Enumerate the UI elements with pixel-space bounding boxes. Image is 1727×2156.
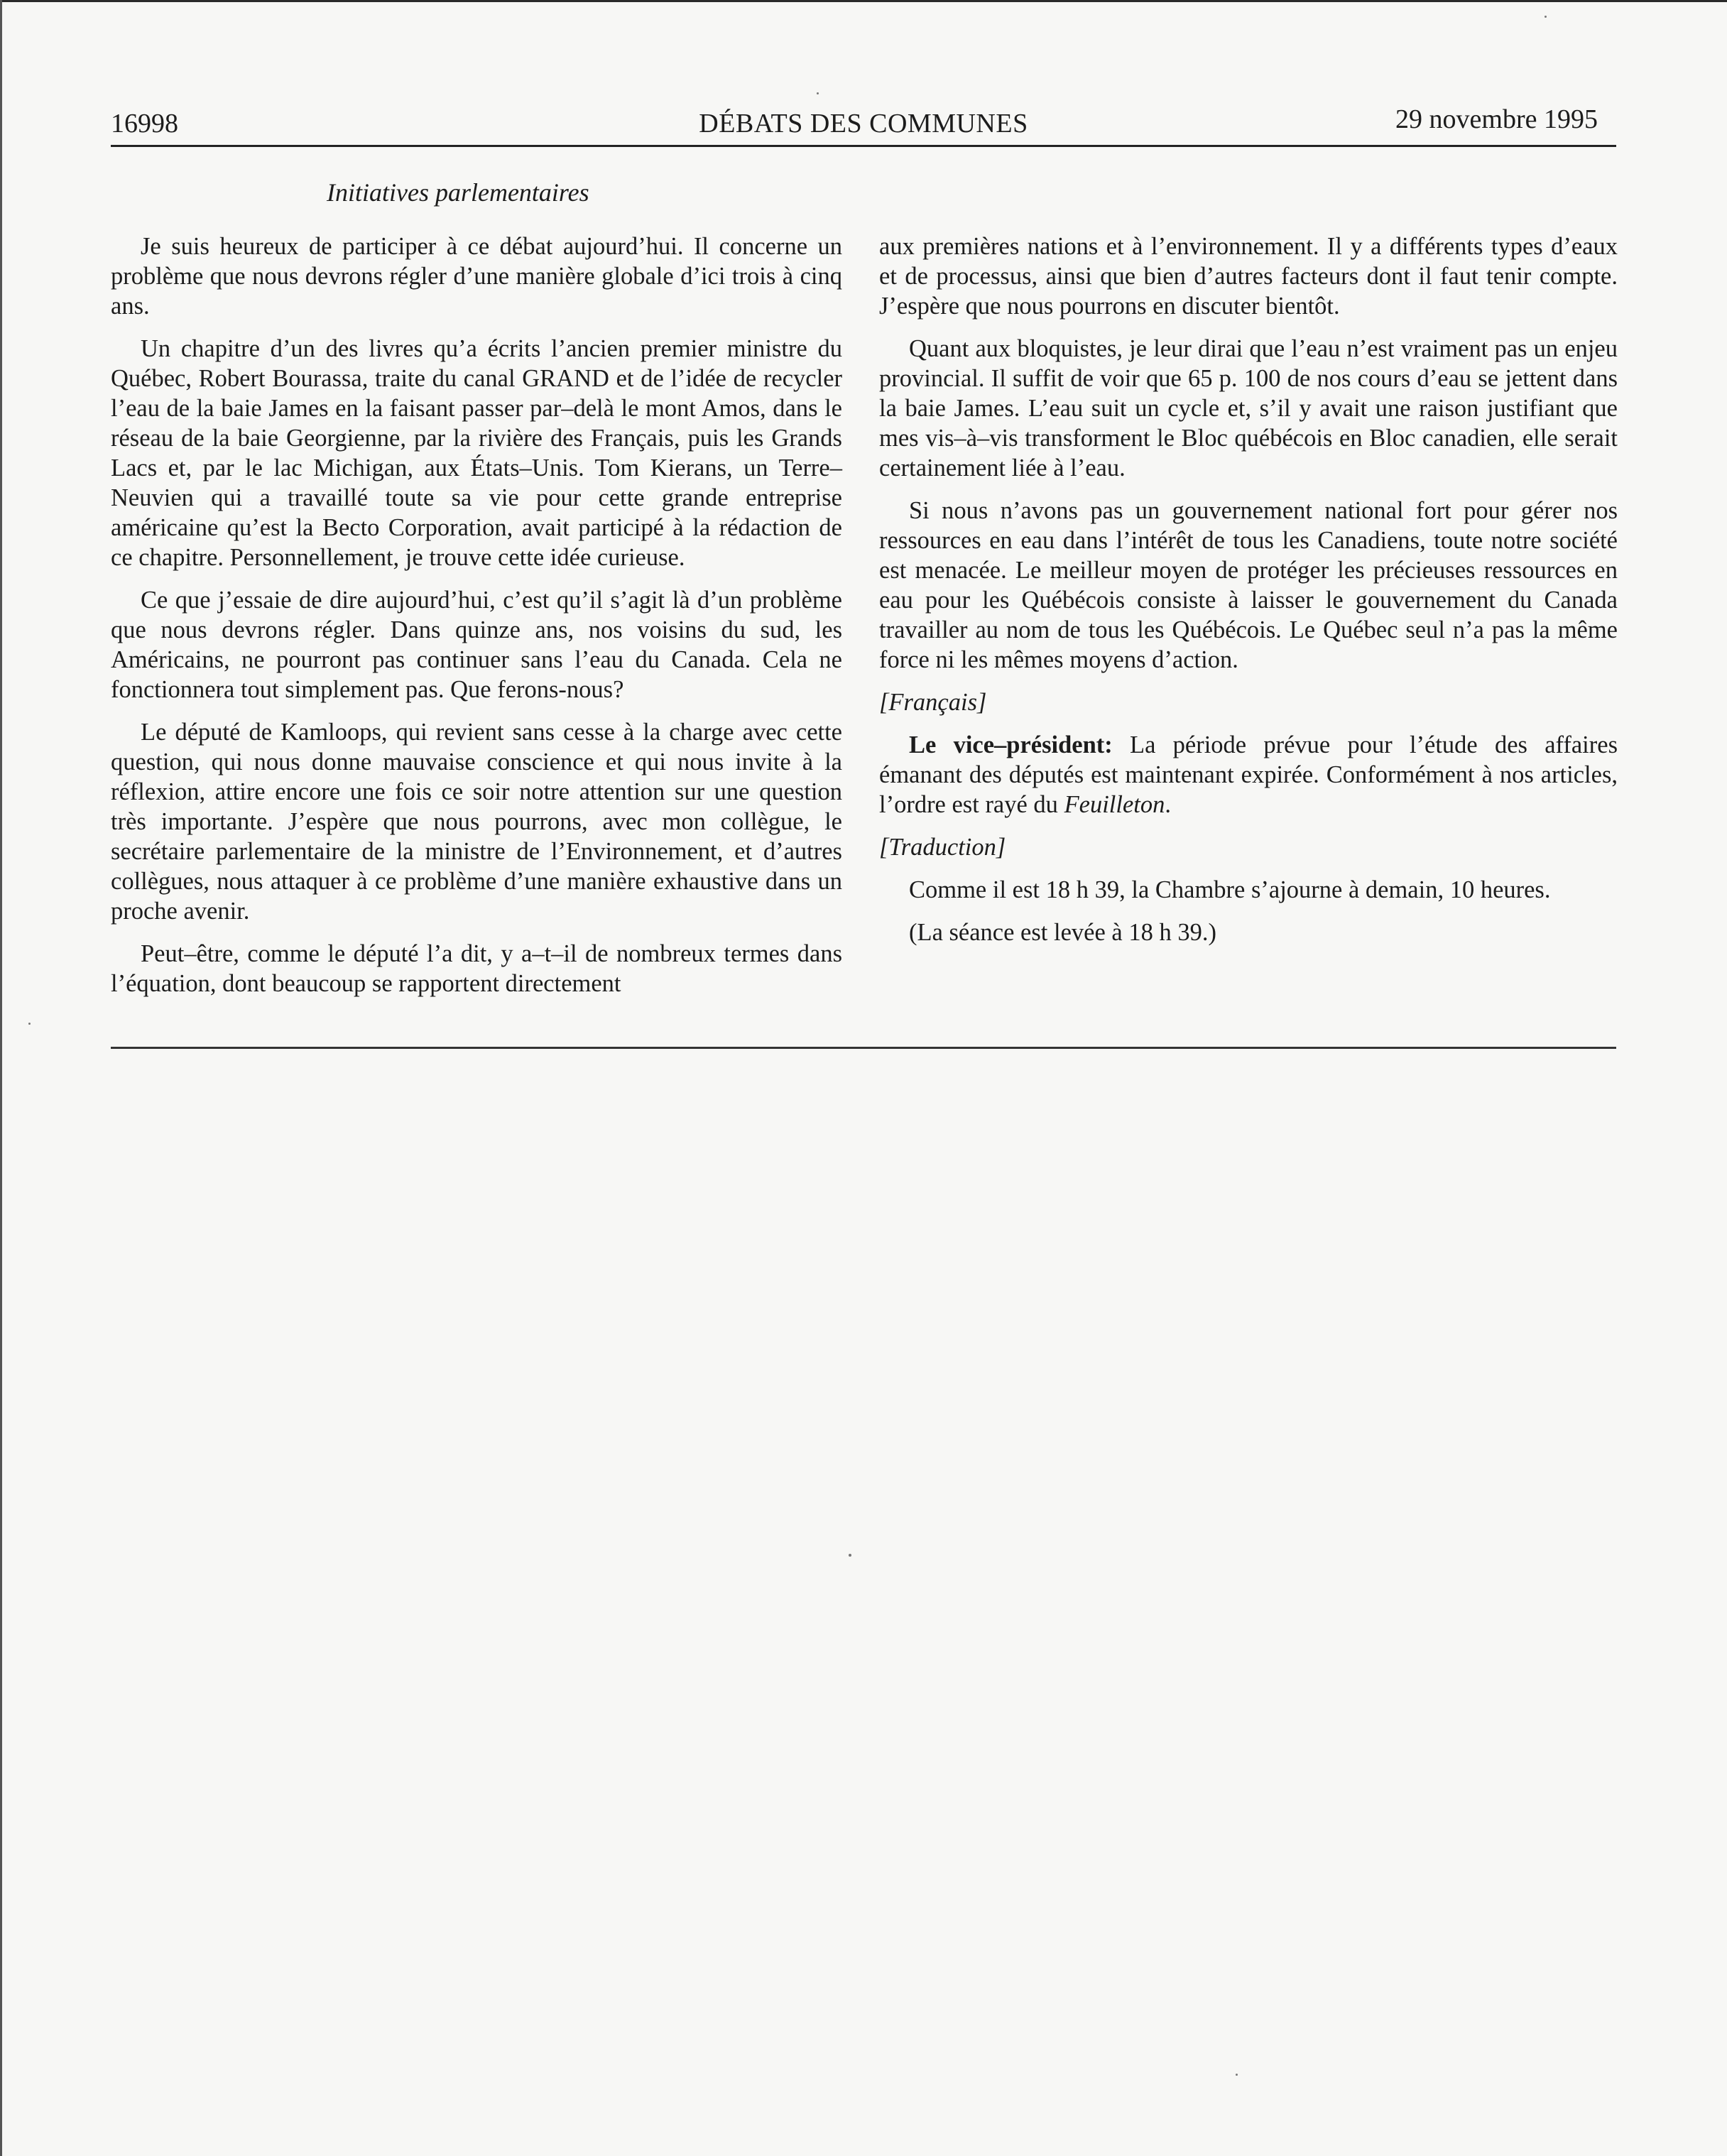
closing-paragraph: (La séance est levée à 18 h 39.) — [909, 919, 1216, 946]
scan-speck — [849, 1554, 851, 1557]
speaker-text-end: . — [1165, 791, 1171, 818]
feuilleton-term: Feuilleton — [1064, 791, 1165, 818]
header-rule — [111, 145, 1616, 147]
scan-speck — [1545, 16, 1547, 18]
scan-speck — [28, 1023, 31, 1025]
paragraph: Si nous n’avons pas un gouvernement national fort pour gérer nos ressources en eau dans l’intérêt de tous les Canadiens, toute notre société est menacée. Le meilleur moyen de protéger les précieuses ressources en eau pour les Québécois consiste à laisser le gouvernement du Canada travailler au nom de tous les Québécois. Le Québec seul n’a pas la même force ni les mêmes moyens d’action. — [879, 497, 1618, 673]
adjournment-paragraph: Comme il est 18 h 39, la Chambre s’ajourne à demain, 10 heures. — [909, 876, 1551, 903]
scan-speck — [1236, 2074, 1238, 2076]
page-date: 29 novembre 1995 — [1395, 104, 1598, 134]
language-tag-traduction: [Traduction] — [879, 834, 1006, 861]
paragraph: Ce que j’essaie de dire aujourd’hui, c’est qu’il s’agit là d’un problème que nous devrons régler. Dans quinze ans, nos voisins du sud, les Américains, ne pourront pas continuer sans l’eau du Canada. Cela ne fonctionnera tout simplement pas. Que ferons-nous? — [111, 587, 842, 703]
scan-edge-left — [0, 0, 2, 2156]
left-column — [111, 232, 842, 1011]
journal-title: DÉBATS DES COMMUNES — [699, 109, 1028, 138]
right-column — [879, 232, 1618, 960]
section-title: Initiatives parlementaires — [327, 178, 589, 207]
page-number: 16998 — [111, 109, 178, 138]
scan-speck — [817, 92, 819, 94]
paragraph: Quant aux bloquistes, je leur dirai que l’eau n’est vraiment pas un enjeu provincial. Il suffit de voir que 65 p. 100 de nos cours d’eau se jettent dans la baie James. L’eau suit un cycle et, s’il y avait une raison justifiant que mes vis–à–vis transforment le Bloc québécois en Bloc canadien, elle serait certainement liée à l’eau. — [879, 335, 1618, 481]
paragraph: Un chapitre d’un des livres qu’a écrits l’ancien premier ministre du Québec, Robert Bourassa, traite du canal GRAND et de l’idée de recycler l’eau de la baie James en la faisant passer par–delà le mont Amos, dans le réseau de la baie Georgienne, par la rivière des Français, puis les Grands Lacs et, par le lac Michigan, aux États–Unis. Tom Kierans, un Terre–Neuvien qui a travaillé toute sa vie pour cette grande entreprise américaine qu’est la Becto Corporation, avait participé à la rédaction de ce chapitre. Personnellement, je trouve cette idée curieuse. — [111, 335, 842, 571]
page-header — [111, 104, 1616, 143]
paragraph: aux premières nations et à l’environnement. Il y a différents types d’eaux et de processus, ainsi que bien d’autres facteurs dont il faut tenir compte. J’espère que nous pourrons en discuter bientôt. — [879, 233, 1618, 320]
speaker-text: La période prévue pour l’étude des affaires émanant des députés est maintenant expirée. Conformément à nos articles, l’ordre est rayé du — [879, 731, 1618, 818]
speaker-name: Le vice–président: — [909, 731, 1113, 758]
paragraph: Je suis heureux de participer à ce débat aujourd’hui. Il concerne un problème que nous devrons régler d’une manière globale d’ici trois à cinq ans. — [111, 233, 842, 320]
footer-rule — [111, 1047, 1616, 1049]
language-tag-francais: [Français] — [879, 689, 987, 716]
speaker-paragraph — [879, 730, 1618, 820]
paragraph: Peut–être, comme le député l’a dit, y a–t–il de nombreux termes dans l’équation, dont beaucoup se rapportent directement — [111, 940, 842, 997]
paragraph: Le député de Kamloops, qui revient sans cesse à la charge avec cette question, qui nous donne mauvaise conscience et qui nous invite à la réflexion, attire encore une fois ce soir notre attention sur une question très importante. J’espère que nous pourrons, avec mon collègue, le secrétaire parlementaire de la ministre de l’Environnement, et d’autres collègues, nous attaquer à ce problème d’une manière exhaustive dans un proche avenir. — [111, 719, 842, 925]
scan-edge-top — [0, 0, 1727, 2]
